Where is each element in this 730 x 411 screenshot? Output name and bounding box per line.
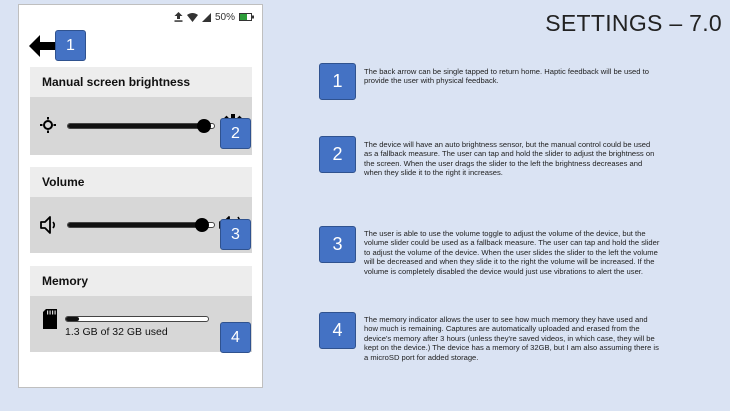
desc-badge-1: 1	[319, 63, 356, 100]
sun-small-icon	[40, 117, 56, 133]
desc-text-1: The back arrow can be single tapped to return home. Haptic feedback will be used to provide the user with physical feedback.	[364, 67, 649, 86]
brightness-label: Manual screen brightness	[42, 75, 191, 89]
desc-badge-2: 2	[319, 136, 356, 173]
memory-header	[30, 266, 252, 296]
desc-text-2: The device will have an auto brightness sensor, but the manual control could be used as a fallback measure. The user can tap and hold the slider to adjust the brightness on the screen. When the user drags the slider to the left the brightness decreases and when they slide it to the right it increases.	[364, 140, 655, 178]
callout-badge-4: 4	[220, 322, 251, 353]
memory-usage-fill	[66, 317, 79, 321]
callout-badge-1: 1	[55, 30, 86, 61]
desc-badge-4: 4	[319, 312, 356, 349]
volume-label: Volume	[42, 175, 85, 189]
desc-text-3: The user is able to use the volume toggle to adjust the volume of the device, but the volume slider could be used as a fallback measure. The user can tap and hold the slider to adjust the volume of the device. When the user slides the slider to the left the volume will be decreased and when they slide it to the right the volume will be increased. If the volume is completely disabled the device would just use vibrations to alert the user.	[364, 229, 660, 276]
signal-icon	[202, 13, 211, 22]
memory-label: Memory	[42, 274, 89, 288]
status-bar	[174, 10, 254, 24]
memory-panel	[30, 296, 252, 352]
brightness-header	[30, 67, 252, 97]
volume-slider[interactable]	[67, 222, 215, 228]
brightness-panel	[30, 97, 252, 155]
brightness-fill	[68, 124, 204, 128]
volume-low-icon	[40, 216, 57, 234]
memory-usage-bar	[65, 316, 209, 322]
callout-badge-3: 3	[220, 219, 251, 250]
memory-used-text: 1.3 GB of 32 GB used	[65, 326, 168, 338]
back-arrow-icon[interactable]	[29, 35, 57, 57]
slide-title: SETTINGS – 7.0	[545, 10, 722, 36]
brightness-thumb[interactable]	[197, 119, 211, 133]
volume-panel	[30, 197, 252, 253]
battery-percent: 50%	[214, 11, 235, 23]
sd-card-icon	[43, 309, 57, 329]
upload-icon	[174, 12, 183, 22]
desc-badge-3: 3	[319, 226, 356, 263]
volume-header	[30, 167, 252, 197]
volume-fill	[68, 223, 202, 227]
desc-text-4: The memory indicator allows the user to see how much memory they have used and how much is remaining. Captures are automatically uploaded and erased from the device's memory after 3 hours (unless they're saved videos, in which case, they will be kept on the device.) The device has a memory of 32GB, but I am also assuming there is a microSD port for added storage.	[364, 315, 659, 362]
callout-badge-2: 2	[220, 118, 251, 149]
wifi-icon	[187, 13, 198, 22]
brightness-slider[interactable]	[67, 123, 215, 129]
battery-icon	[239, 13, 254, 21]
volume-thumb[interactable]	[195, 218, 209, 232]
